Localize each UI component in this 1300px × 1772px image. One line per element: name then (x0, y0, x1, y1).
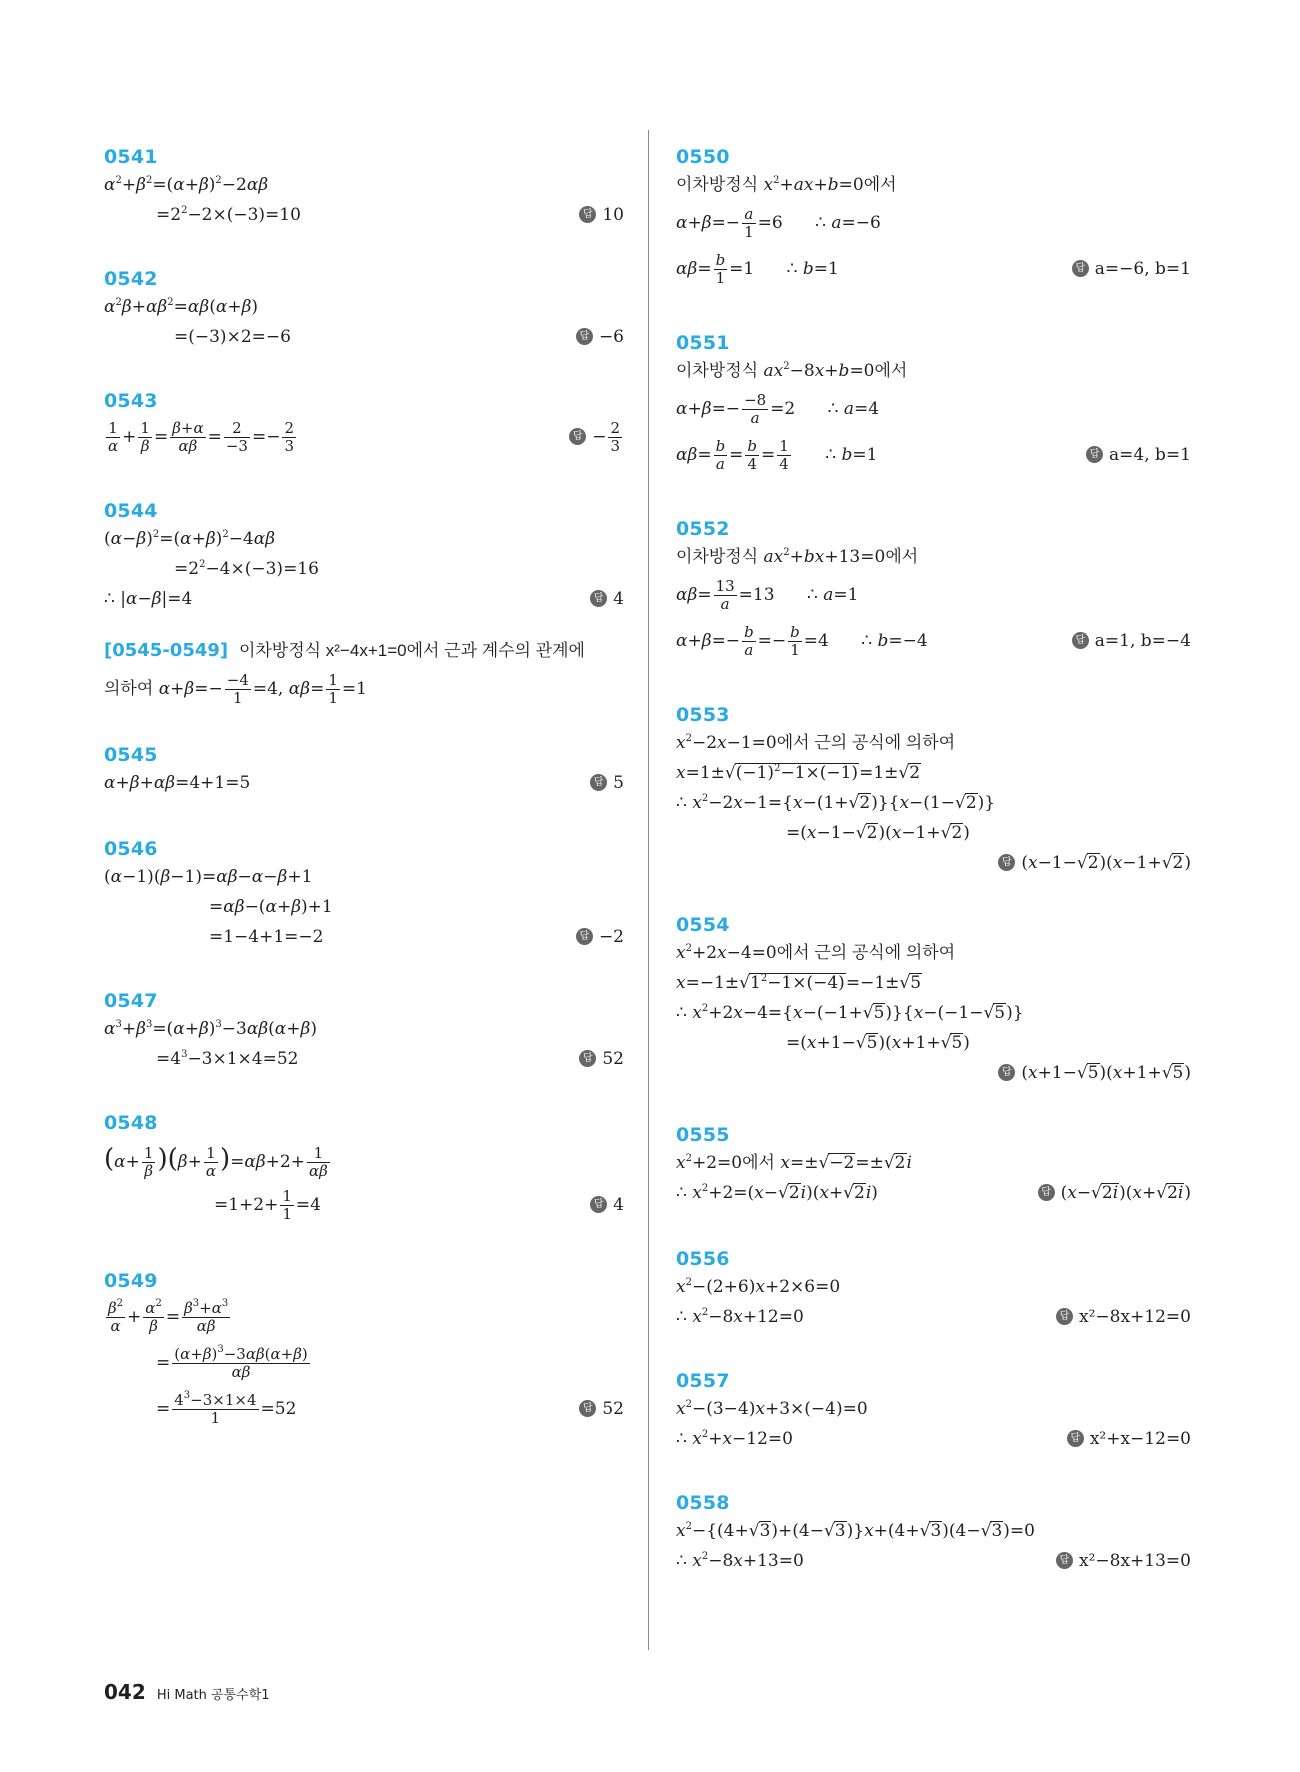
answer-badge-icon: 답 (1067, 1430, 1084, 1447)
solution-line: $=4^3-3\times 1\times 4=52$ 답 52 (104, 1044, 624, 1074)
answer: 답 −6 (576, 322, 624, 352)
solution-line: =1−4+1=−2 답 −2 (104, 922, 624, 952)
solution-line: $x=-1\pm√1^2-1\times(-4)=-1\pm√5$ (676, 973, 922, 993)
solution-line: 이차방정식 $ax^2-8x+b=0$에서 (676, 361, 908, 381)
answer-badge-icon: 답 (590, 774, 607, 791)
answer-badge-icon: 답 (1056, 1308, 1073, 1325)
problem-number: 0552 (676, 518, 730, 540)
solution-line: ∴ $x^2-8x+13=0$ 답 x²−8x+13=0 (676, 1546, 1191, 1576)
solution-line: =1+2+ $\frac{1}{1}$ =4 답 4 (104, 1182, 624, 1228)
problem-0552 (676, 516, 1191, 664)
problem-number: 0558 (676, 1492, 730, 1514)
answer-badge-icon: 답 (569, 428, 586, 445)
solution-line: $\alpha^3+\beta^3=(\alpha+\beta)^3-3\alpha\beta(\alpha+\beta)$ (104, 1019, 317, 1039)
solution-line: (α+ $\frac{1}{\beta}$ )(β+ $\frac{1}{\alpha}$ )=αβ+2+ $\frac{1}{\alpha\beta}$ (104, 1144, 328, 1180)
problem-number: 0542 (104, 268, 158, 290)
group-intro-line2: 의하여 α+β=− $\frac{-4}{1}$ =4, αβ= $\frac{1}{1}$ =1 (104, 671, 367, 707)
answer: 답 (x−1−√2)(x−1+√2) (998, 848, 1191, 878)
solution-line: =(x+1−√5)(x+1+√5) (786, 1033, 970, 1053)
problem-number: 0544 (104, 500, 158, 522)
solution-line: (α−1)(β−1)=αβ−α−β+1 (104, 867, 313, 887)
answer-badge-icon: 답 (998, 854, 1015, 871)
problem-number: 0551 (676, 332, 730, 354)
solution-line: ∴ |α−β|=4 답 4 (104, 584, 624, 614)
solution-line: $\frac{\beta^2}{\alpha}$ + $\frac{\alpha^2}{\beta}$ = $\frac{\beta^3+\alpha^3}{\alpha\beta}$ (108, 1298, 229, 1335)
answer-badge-icon: 답 (576, 928, 593, 945)
book-title: Hi Math 공통수학1 (156, 1688, 270, 1703)
solution-line: $x^2+2=0$에서 x=±√−2=±√2i (676, 1153, 912, 1173)
page-number: 042 (104, 1680, 146, 1704)
answer: 답 x²−8x+12=0 (1056, 1302, 1191, 1332)
answer: 답 −2 (576, 922, 624, 952)
problem-0557 (676, 1368, 1191, 1454)
problem-number: 0553 (676, 704, 730, 726)
problem-number: 0549 (104, 1270, 158, 1292)
solution-line: $(\alpha-\beta)^2=(\alpha+\beta)^2-4\alpha\beta$ (104, 529, 276, 549)
problem-0555 (676, 1122, 1191, 1208)
solution-line: $\frac{1}{\alpha}$ + $\frac{1}{\beta}$ = $\frac{\beta+\alpha}{\alpha\beta}$ = $\frac{2}{-3}$ =− $\frac{2}{3}$ 답 − $\frac{2}{3}$ (104, 414, 624, 460)
problem-0554 (676, 912, 1191, 1088)
solution-line: α+β=− $\frac{-8}{a}$ =2 ∴ a=4 (676, 391, 880, 427)
answer: 답 (x+1−√5)(x+1+√5) (998, 1058, 1191, 1088)
solution-line: α+β+αβ=4+1=5 답 5 (104, 768, 624, 798)
answer: 답 a=4, b=1 (1086, 432, 1191, 478)
problem-0549 (104, 1268, 624, 1432)
solution-line (676, 848, 1191, 878)
solution-line: $x^2-2x-1=0$에서 근의 공식에 의하여 (676, 733, 956, 753)
solution-line: ∴ $x^2-8x+12=0$ 답 x²−8x+12=0 (676, 1302, 1191, 1332)
answer: 답 4 (590, 584, 624, 614)
problem-number: 0545 (104, 744, 158, 766)
solution-line: $x^2-(3-4)x+3\times(-4)=0$ (676, 1399, 868, 1419)
answer: 답 5 (590, 768, 624, 798)
solution-line: αβ= $\frac{13}{a}$ =13 ∴ a=1 (676, 577, 859, 613)
solution-line: αβ= $\frac{b}{1}$ =1 ∴ b=1 답 a=−6, b=1 (676, 246, 1191, 292)
problem-0556 (676, 1246, 1191, 1332)
problem-number: 0554 (676, 914, 730, 936)
solution-line: = $\frac{(\alpha+\beta)^3-3\alpha\beta(\alpha+\beta)}{\alpha\beta}$ (156, 1344, 308, 1381)
answer: 답 (x−√2i)(x+√2i) (1038, 1178, 1191, 1208)
answer: 답 a=−6, b=1 (1072, 246, 1191, 292)
answer-badge-icon: 답 (590, 590, 607, 607)
answer-badge-icon: 답 (1056, 1552, 1073, 1569)
solution-line: $x^2+2x-4=0$에서 근의 공식에 의하여 (676, 943, 956, 963)
problem-number: 0543 (104, 390, 158, 412)
answer: 답 10 (579, 200, 624, 230)
problem-number: 0547 (104, 990, 158, 1012)
answer-badge-icon: 답 (998, 1064, 1015, 1081)
problem-0543 (104, 388, 624, 460)
answer-badge-icon: 답 (576, 328, 593, 345)
solution-line: 이차방정식 $ax^2+bx+13=0$에서 (676, 547, 919, 567)
problem-0547 (104, 988, 624, 1074)
solution-line: =(−3)×2=−6 답 −6 (104, 322, 624, 352)
problem-number: 0548 (104, 1112, 158, 1134)
solution-line: α+β=− $\frac{b}{a}$ =− $\frac{b}{1}$ =4 ∴ b=−4 답 a=1, b=−4 (676, 618, 1191, 664)
answer: 답 52 (579, 1386, 624, 1432)
problem-number: 0557 (676, 1370, 730, 1392)
solution-line: $=2^2-4\times(-3)=16$ (174, 559, 319, 579)
solution-line: =(x−1−√2)(x−1+√2) (786, 823, 970, 843)
group-intro: [0545-0549] 이차방정식 x²−4x+1=0에서 근과 계수의 관계에 (104, 640, 585, 661)
problem-0546 (104, 836, 624, 952)
solution-line: ∴ $x^2-2x-1=\{x-(1+√2)\}\{x-(1-√2)\}$ (676, 793, 996, 813)
solution-line: ∴ $x^2+2=(x-√2i)(x+√2i)$ 답 (x−√2i)(x+√2i) (676, 1178, 1191, 1208)
answer-badge-icon: 답 (1072, 260, 1089, 277)
answer-badge-icon: 답 (579, 1400, 596, 1417)
problem-0550 (676, 144, 1191, 292)
answer: 답 a=1, b=−4 (1072, 618, 1191, 664)
solution-line (676, 1058, 1191, 1088)
solution-line: ∴ $x^2+x-12=0$ 답 x²+x−12=0 (676, 1424, 1191, 1454)
problem-0553 (676, 702, 1191, 878)
problem-0541 (104, 144, 624, 230)
problem-number: 0541 (104, 146, 158, 168)
solution-line: ∴ $x^2+2x-4=\{x-(-1+√5)\}\{x-(-1-√5)\}$ (676, 1003, 1024, 1023)
problem-0548 (104, 1110, 624, 1228)
problem-0558 (676, 1490, 1191, 1576)
problem-0544 (104, 498, 624, 614)
answer: 답 4 (590, 1182, 624, 1228)
problem-number: 0556 (676, 1248, 730, 1270)
answer: 답 x²+x−12=0 (1067, 1424, 1191, 1454)
solution-line: α+β=− $\frac{a}{1}$ =6 ∴ a=−6 (676, 205, 881, 241)
solution-line: =αβ−(α+β)+1 (209, 897, 333, 917)
answer-badge-icon: 답 (579, 1050, 596, 1067)
solution-line: $\alpha^2\beta+\alpha\beta^2=\alpha\beta(\alpha+\beta)$ (104, 297, 259, 317)
problem-number: 0550 (676, 146, 730, 168)
solution-line: 이차방정식 $x^2+ax+b=0$에서 (676, 175, 897, 195)
answer: 답 − $\frac{2}{3}$ (569, 414, 624, 460)
answer: 답 52 (579, 1044, 624, 1074)
problem-0542 (104, 266, 624, 352)
answer-badge-icon: 답 (1038, 1184, 1055, 1201)
answer-badge-icon: 답 (1086, 446, 1103, 463)
group-0545-0549 (104, 636, 624, 712)
problem-number: 0555 (676, 1124, 730, 1146)
solution-line: $x^2-\{(4+√3)+(4-√3)\}x+(4+√3)(4-√3)=0$ (676, 1521, 1035, 1541)
answer-badge-icon: 답 (590, 1196, 607, 1213)
problem-0545 (104, 742, 624, 798)
solution-line: $x^2-(2+6)x+2\times 6=0$ (676, 1277, 841, 1297)
solution-line: $\alpha^2+\beta^2=(\alpha+\beta)^2-2\alpha\beta$ (104, 175, 269, 195)
problem-0551 (676, 330, 1191, 478)
answer-badge-icon: 답 (579, 206, 596, 223)
page-footer (104, 1680, 270, 1704)
problem-number: 0546 (104, 838, 158, 860)
group-title: [0545-0549] (104, 640, 229, 661)
answer: 답 x²−8x+13=0 (1056, 1546, 1191, 1576)
solution-line: $x=1\pm√(-1)^2-1\times(-1)=1\pm√2$ (676, 763, 921, 783)
column-divider (648, 130, 649, 1650)
solution-line: αβ= $\frac{b}{a}$ = $\frac{b}{4}$ = $\frac{1}{4}$ ∴ b=1 답 a=4, b=1 (676, 432, 1191, 478)
solution-line: = $\frac{4^3-3\times 1\times 4}{1}$ =52 답 52 (104, 1386, 624, 1432)
solution-line: $=2^2-2\times(-3)=10$ 답 10 (104, 200, 624, 230)
answer-badge-icon: 답 (1072, 632, 1089, 649)
